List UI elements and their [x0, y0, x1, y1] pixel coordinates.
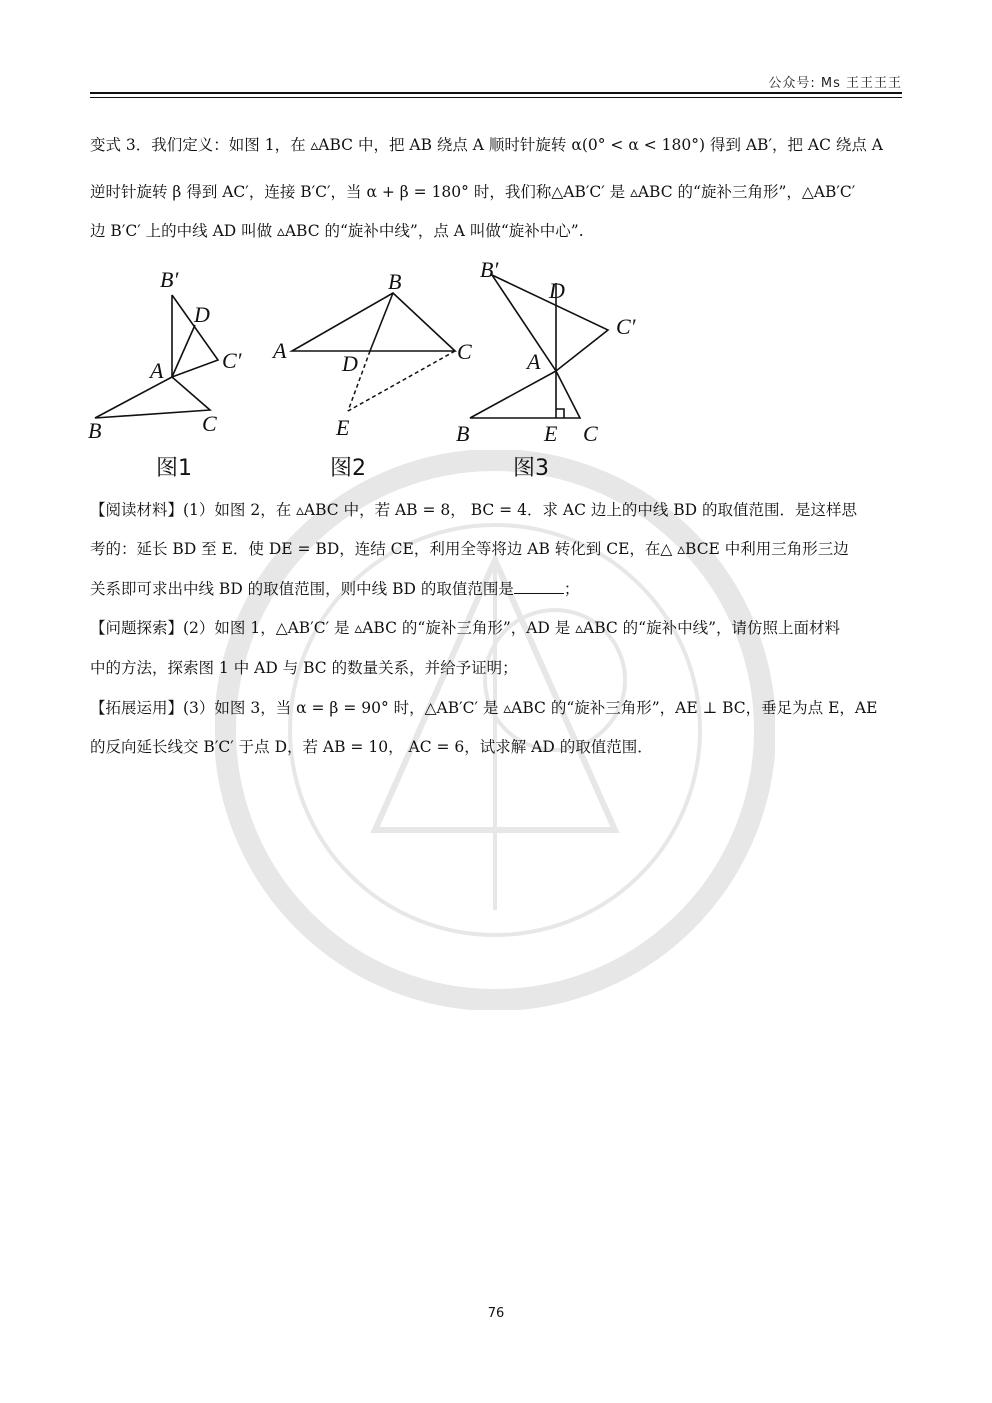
fig1-label-c: C: [202, 411, 217, 436]
figure-2: [292, 293, 455, 351]
problem-line-2: 逆时针旋转 β 得到 AC′，连接 B′C′，当 α + β = 180° 时，我们称△AB′C′ 是 ▵ABC 的“旋补三角形”，△AB′C′: [90, 183, 856, 201]
explore-line-2: 中的方法，探索图 1 中 AD 与 BC 的数量关系，并给予证明；: [90, 659, 518, 677]
problem-line-3: 边 B′C′ 上的中线 AD 叫做 ▵ABC 的“旋补中线”，点 A 叫做“旋补中心”.: [90, 222, 584, 240]
fig2-label-b: B: [388, 269, 402, 294]
page-number: 76: [487, 1306, 505, 1321]
extend-line-2: 的反向延长线交 B′C′ 于点 D，若 AB = 10， AC = 6，试求解 AD 的取值范围．: [90, 738, 653, 756]
fig2-median-bd: [370, 293, 393, 351]
reading-line-1: 【阅读材料】(1）如图 2，在 ▵ABC 中，若 AB = 8， BC = 4．求 AC 边上的中线 BD 的取值范围．是这样思: [90, 501, 858, 519]
fig3-label-d: D: [549, 278, 565, 303]
fig1-label-b-prime: B′: [160, 267, 179, 292]
problem-line-1: 变式 3．我们定义：如图 1，在 ▵ABC 中，把 AB 绕点 A 顺时针旋转 α(0° < α < 180°) 得到 AB′，把 AC 绕点 A: [90, 136, 883, 154]
fig1-tri-abc: [95, 377, 210, 418]
reading-line-3-text: 关系即可求出中线 BD 的取值范围，则中线 BD 的取值范围是: [90, 580, 514, 598]
header-rule-thick: [90, 92, 902, 94]
fig3-caption: 图3: [513, 456, 549, 481]
fig2-caption: 图2: [330, 456, 366, 481]
fig1-label-b: B: [88, 418, 102, 443]
fig2-dashed-ce: [348, 351, 455, 411]
fig2-label-a: A: [273, 338, 287, 363]
fig3-label-b-prime: B′: [480, 257, 499, 282]
fig2-label-d: D: [342, 351, 358, 376]
fig3-label-b: B: [456, 421, 470, 446]
figures-panel: [80, 255, 660, 490]
fig2-label-e: E: [336, 415, 350, 440]
reading-line-3: [90, 569, 902, 609]
fig1-label-c-prime: C′: [222, 348, 242, 373]
reading-line-2: 考的：延长 BD 至 E．使 DE = BD，连结 CE，利用全等将边 AB 转化到 CE，在△ ▵BCE 中利用三角形三边: [90, 540, 849, 558]
fig3-label-c-prime: C′: [616, 314, 636, 339]
fig2-label-c: C: [457, 339, 472, 364]
header-rule-thin: [90, 97, 902, 98]
fig3-label-a: A: [527, 349, 541, 374]
reading-line-3-end: ；: [563, 580, 580, 598]
answer-blank: [514, 577, 564, 594]
header-account-label: 公众号: Ms 王王王王: [768, 76, 902, 91]
fig1-label-d: D: [194, 302, 210, 327]
extend-line-1: 【拓展运用】(3）如图 3，当 α = β = 90° 时，△AB′C′ 是 ▵ABC 的“旋补三角形”，AE ⊥ BC，垂足为点 E，AE: [90, 699, 878, 717]
fig3-label-c: C: [583, 421, 598, 446]
fig3-right-angle-mark: [556, 409, 564, 418]
fig3-label-e: E: [544, 421, 558, 446]
fig1-caption: 图1: [156, 456, 192, 481]
fig1-label-a: A: [150, 358, 164, 383]
figure-3: [470, 275, 608, 418]
explore-line-1: 【问题探索】(2）如图 1，△AB′C′ 是 ▵ABC 的“旋补三角形”，AD 是 ▵ABC 的“旋补中线”，请仿照上面材料: [90, 619, 841, 637]
